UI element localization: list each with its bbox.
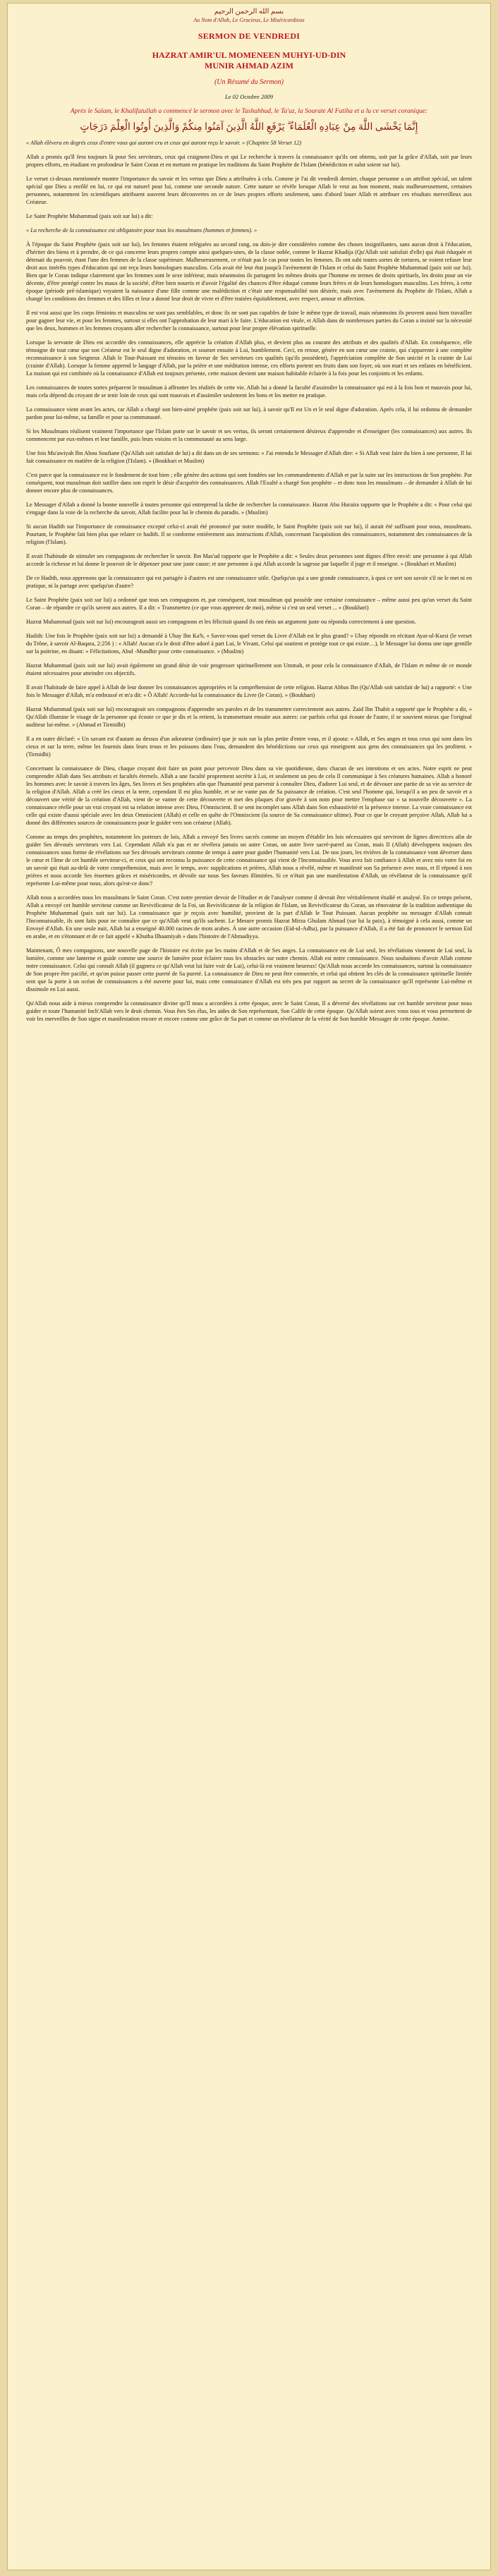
page-title [26,50,472,71]
paragraph: De ce Hadith, nous apprenons que la connaissance qui est partagée à d'autres est une connaissance utile. Quelqu'un qui a une grande connaissance, à quoi ce sert son savoir s'il ne le met ni en pratique, ni la partage avec quelqu'un d'autre? [26,575,472,589]
paragraph: Il a en outre déclaré: « Un savant est d'autant au dessus d'un adorateur (ordinaire) que je suis sur la plus petite d'entre vous, et il ajouta: « Allah, et Ses anges et tous ceux qui sont dans les cieux et sur la terre, même les fourmis dans leurs trous et les poissons dans l'eau, demandent des bénédictions sur ceux qui enseignent aux gens des connaissances qui les profitent. » (Tirmidhi) [26,736,472,758]
paragraph: Le Saint Prophète Muhammad (paix soit sur lui) a dit: [26,213,153,219]
paragraph: Allah nous a accordées nous les musulmans le Saint Coran. C'est notre premier devoir de l'étudier et de l'analyser comme il devrait être véritablement étudié et analysé. En ce temps présent, Allah a envoyé cet humble serviteur comme un Revivificateur de la Foi, un Revivificateur de la religion de l'Islam, un Revivificateur du Coran, un rénovateur de la tradition authentique du Prophète Muhammad (paix soit sur lui). La connaissance que je reçois avec humilité, provient de la part d'Allah le Tout Puissant. Aucun prophète ou messager d'Allah connait l'Inconnaissable, ils sont faits pour ne connaître que ce qu'Allah veut qu'ils sachent. Le Mesure promis Hazrat Mirza Ghulam Ahmad (sur lui la paix), à témoigné à cela aussi, comme un Envoyé d'Allah. En une seule nuit, Allah lui a enseigné 40.000 racines de mots arabes. À une autre occasion (Eid-ul-Adha), par la puissance d'Allah, il a été fait de prononcer le sermon Eid en arabe, et en s'étonnant et de ce fait appelé « Khutba Ilhaamiyah » dans l'histoire de l'Ahmadiyya. [26,894,472,940]
paragraph: « La recherche de la connaissance est obligatoire pour tous les musulmans (hommes et femmes). » [26,227,257,233]
paragraph: Les connaissances de toutes sortes préparent le musulman à affronter les réalités de cette vie. Allah lui a donné la faculté d'assimiler la connaissance qui est à la fois bon et mauvais pour lui, mais cela dépend du croyant de se tenir loin de ceux qui sont mauvais et d'assimiler seulement les bons et les mettre en pratique. [26,384,472,399]
paragraph: Hazrat Muhammad (paix soit sur lui) encourageait aussi ses compagnons et les félicitait quand ils ont émis un argument juste ou répondu correctement à une question. [26,619,416,625]
paragraph: Hazrat Muhammad (paix soit sur lui) encourageait ses compagnons d'apprendre ses paroles et de les transmettre correctement aux autres. Zaid Ibn Thabit a rapporté que le Prophète a dit, « Qu'Allah illumine le visage de la personne qui écoute ce que je dis et la retient, la transmettant ensuite aux autres: car parfois celui qui écoute de l'autre, il se souvient mieux que l'original auditeur lui-même. » (Ahmad et Tirmidhi) [26,706,472,728]
paragraph: « Allah élèvera en degrés ceux d'entre vous qui auront cru et ceux qui auront reçu le savoir. » (Chapitre 58 Verset 12) [26,140,302,146]
intro-text: Après le Salam, le Khalifatullah a commencé le sermon avec le Tashahhud, le Ta'uz, la Sourate Al Fatiha et a lu ce verset coranique: [70,108,428,115]
paragraph: Une fois Mu'awiyah Ibn Abou Soufiane (Qu'Allah soit satisfait de lui) a dit dans un de ses sermons: « J'ai entendu le Messager d'Allah dire: « Si Allah veut faire du bien à une personne, Il lui fait connaissance en matière de la religion (l'Islam). » (Boukhari et Muslim) [26,450,472,464]
title-line-2: MUNIR AHMAD AZIM [205,61,293,71]
arabic-verse: إِنَّمَا يَخْشَى اللَّهَ مِنْ عِبَادِهِ الْعُلَمَاءُ ۗ يَرْفَعِ اللَّهُ الَّذِينَ آمَنُوا مِنكُمْ وَالَّذِينَ أُوتُوا الْعِلْمَ دَرَجَاتٍ [80,122,418,133]
paragraph: Si aucun Hadith sur l'importance de connaissance excepté celui-ci avait été prononcé par notre modèle, le Saint Prophète (paix soit sur lui), il aurait été suffisant pour nous, musulmans. Pourtant, le Prophète fait bien plus que relater ce hadith. Il se conforme entièrement aux instructions d'Allah, concernant l'acquisition des connaissances, notamment des connaissances de la religion (l'Islam). [26,523,472,545]
paragraph: Concernant la connaissance de Dieu, chaque croyant doit faire un point pour percevoir Dieu dans sa vie quotidienne, dans chacun de ses intentions et ses actes. Notre esprit ne peut comprendre Allah dans Ses attributs et facultés éternels. Allah a une faculté proprement secrète à Lui, et seulement un peu de cela Il communique à Ses créatures humaines. Allah a honoré les hommes avec le savoir à travers les âges, Ses livres et Ses prophètes afin que l'humanité peut parvenir à connaître Dieu, d'adorer Lui seul, et de dévouer une partie de sa vie au service de la religion d'Allah. Allah a créé les cieux et la terre, cependant Il est plus humble, et se ne vante pas de Sa puissance de création. C'est seul l'homme qui, lorsqu'il a un peu de savoir et a découvert une vérité de la création d'Allah, vient de se vanter de cette découverte et met des plaques d'or gravée à son nom pour mettre l'emphase sur « sa nouvelle découverte ». La connaissance réelle pour un vrai croyant est sa relation intense avec Dieu, l'Omniscient. Il se sent incomplet sans Allah dans Son exhaustivité et la présence intense. La vraie connaissance est celle qui existe d'aussi spéciale avec les deux Omniscient (Allah) et celle en quête de l'Omniscient (la source de Sa connaissance ultime). Pour ce que le croyant perçoive Allah, Allah lui a donné des différentes sources de connaissances pour le guider vers son créateur (Allah). [26,765,472,826]
paragraph: Lorsque la servante de Dieu est accordée des connaissances, elle apprécie la création d'Allah plus, et devient plus au courant des attributs et des qualités d'Allah. En conséquence, elle témoigne de tout cœur que son Créateur est le seul digne d'adoration, et soumet ensuite à Lui, humblement. Ceci, en retour, génère en son cœur une crainte, qui s'apparente à une complète reconnaissance à son Seigneur. Allah le Tout-Puissant est témoins en faveur de Ses serviteurs ces qualités (qu'ils possèdent), l'appréciation complète de Son unicité et la crainte de Lui (crainte d'Allah). Lorsque la femme apprend le langage d'Allah, par la prière et une méditation intense, ces efforts portent ses fruits dans son foyer, où son mari et ses enfants en bénéficient. La maison qui est combinée où la connaissance d'Allah est toujours présente, cette maison devient une maison habitable éclairée à la fois pour les conjoints et les enfants. [26,339,472,377]
paragraph: C'est parce que la connaissance est le fondement de tout bien ; elle génère des actions qui sont fondées sur les commandements d'Allah et par la suite sur les instructions de Son prophète. Par conséquent, tout musulman doit sutiller dans son esprit le désir d'acquérir des connaissances. Allah l'Exalté a chargé Son prophète – et donc tous les musulmans – de demander à Allah de lui donner encore plus de connaissances. [26,472,472,494]
paragraph: Il avait l'habitude de faire appel à Allah de leur donner les connaissances appropriées et la compréhension de cette religion. Hazrat Abbas Ibn (Qu'Allah soit satisfait de lui) a rapporté: « Une fois le Messager d'Allah, m'a embrassé et m'a dit: « Ô Allah! Accorde-lui la connaissance du Livre (le Coran). » (Boukhari) [26,684,472,698]
paragraph: Maintenant, Ô mes compagnons, une nouvelle page de l'histoire est écrite par les mains d'Allah et de Ses anges. La connaissance est de Lui seul, les révélations viennent de Lui seul, la lumière, comme une lanterne et guide comme une source de lumière pour éclairer tous les obstacles sur notre chemin. Allah est notre connaissance. Nous souhaitons d'avoir Allah comme notre connaissance. Celui qui connaît Allah (il gagnera ce qu'Allah veut lui faire voir de Lui), celui-là est vraiment heureux! Qu'Allah nous accorde les connaissances, surtout la connaissance de Son propre être pacifié, et qu'on puisse passer cette pureté de Sa pureté. La connaissance de Dieu ne peut être connectée, et celui qui obtient les clés de la connaissance spirituelle limitée sent que la porte à un océan de connaissances a été ouverte pour lui, mais cette connaissance d'Allah est très peu par rapport au secret de la connaissance qu'Il représente Lui-même et dissimule en Lui aussi. [26,947,472,992]
sermon-body [26,139,472,1023]
bismillah-arabic: بسم الله الرحمن الرحيم [214,8,284,16]
paragraph: Hadith: Une fois le Prophète (paix soit sur lui) a demandé à Ubay Ibn Ka'b, « Savez-vous quel verset du Livre d'Allah est le plus grand? » Ubay répondit en récitant Ayat-ul-Kursi (le verset du Trône, à savoir Al-Baqara, 2:256 ) : « Allah! Aucun n'a le droit d'être adoré à part Lui, le Vivant, Celui qui soutient et protège tout ce qui existe…), le Messager lui donna une tape gentille sur la poitrine, en disant: « Félicitations, Abul -Mundhir pour cette connaissance. » (Muslim) [26,633,472,655]
title-line-1: HAZRAT AMIR'UL MOMENEEN MUHYI-UD-DIN [152,50,346,60]
paragraph: Il est vrai aussi que les corps féminins et masculins ne sont pas semblables, et donc ils ne sont pas capables de faire le même type de travail, mais néanmoins ils peuvent aussi bien travailler pour gagner leur vie, et pour les femmes, surtout si elles ont l'approbation de leur mari à le faire. L'éducation est vitale, et Allah dans de nombreuses parties du Coran a insisté sur la nécessité que les deux, hommes et les femmes croyants aller rechercher la connaissance, surtout pour leur propre élévation spirituelle. [26,310,472,332]
bismillah-french: Au Nom d'Allah, Le Gracieux, Le Miséricordieux [193,17,305,23]
paragraph: Hazrat Muhammad (paix soit sur lui) avait également un grand désir de voir progresser spirituellement son Ummah, et pour cela la connaissance d'Allah, de l'Islam et même de ce monde étaient nécessaires pour atteindre ces objectifs. [26,662,472,676]
sermon-label: SERMON DE VENDREDI [198,31,300,41]
sermon-date: Le 02 Octobre 2009 [225,93,273,100]
paragraph: Qu'Allah nous aide à mieux comprendre la connaissance divine qu'Il nous a accordées à cette époque, avec le Saint Coran, Il a déversé des révélations sur cet humble serviteur pour nous guider et toute l'humanité Inch'Allah vers le droit chemin. Vous êtes Ses élus, les aides de Son représentant, Son Calife de cette époque. Qu'Allah soient avec vous tous et vous permettent de voir les merveilles de Son signe et manifestation encore et encore comme une grâce de Sa part et comme un révélateur de la vérité de Son humble Messager de cette époque. Amine. [26,1000,472,1022]
paragraph: La connaissance vient avant les actes, car Allah a chargé son bien-aimé prophète (paix soit sur lui), à savoir qu'Il est Un et le seul digne d'adoration. Après cela, il lui ordonna de demander pardon pour lui-même, sa famille et pour sa communauté. [26,406,472,420]
paragraph: Le Messager d'Allah a donné la bonne nouvelle à toutes personne qui entreprend la tâche de rechercher la connaissance. Hazrat Abu Huraira rapporte que le Prophète a dit: « Pour celui qui s'engage dans la voie de la recherche du savoir, Allah facilite pour lui le chemin du paradis. » (Muslim) [26,502,472,516]
sermon-page [7,3,491,2570]
paragraph: Il avait l'habitude de stimuler ses compagnons de rechercher le savoir. Ibn Mas'ud rapporte que le Prophète a dit: « Seules deux personnes sont dignes d'être envié: une personne à qui Allah accorde la richesse et lui donne le pouvoir de le dépenser pour une juste cause; et une personne à qui Allah accorde la sagesse par laquelle il juge et il enseigne. » (Boukhari et Muslim) [26,553,472,567]
subtitle: (Un Résumé du Sermon) [214,78,284,86]
paragraph: Le Saint Prophète (paix soit sur lui) a ordonné que tous ses compagnons et, par conséquent, tout musulman qui possède une certaine connaissance – même aussi peu qu'un verset du Saint Coran – de répandre ce qu'ils savent aux autres. Il a dit: « Transmettez (ce que vous apprenez de moi), même si c'est un seul verset ... » (Boukhari) [26,597,472,611]
paragraph: Le verset ci-dessus mentionnée montre l'importance du savoir et les vertus que Dieu a attribuées à cela. Comme je l'ai dit vendredi dernier, chaque personne a un attribut spécial, un talent spécial que Dieu a enrôlé en lui, ce qui est naturel pour lui, comme une seconde nature. Cette nature se révèle lorsque Allah le veut au bon moment, mais malheureusement, certaines personnes, notamment les scientifiques attribuent souvent leurs découvertes en ce de leurs propres efforts seulement, sans d'abord louer Allah et attribuer ces résultats merveilleux aux Créateur. [26,176,472,205]
paragraph: Comme au temps des prophètes, notamment les porteurs de lois, Allah a envoyé Ses livres sacrés comme un moyen d'établir les lois nécessaires qui serviront de lignes directrices afin de guider Ses dévoués serviteurs vers Lui. Cependant Allah n'a pas et ne révélera jamais un autre Coran, un autre livre sacré-parrel au Coran, mais Il (Allah) développera toujours des connaissances sous forme de révélations sur Ses dévoués serviteurs comme de temps à autre pour guider l'humanité vers Lui. De nos jours, les rivières de la connaissance vont déverser dans le cœur et l'âme de cet humble serviteur-ci, et ceux qui ont reconnu la puissance de cette connaissance qui vient de l'Inconnaissable. Vous avez fait confiance à Allah et avez mis votre foi en un savoir qui était au-delà de votre compréhension, mais avec le temps, avec supplications et prières, Allah nous a révélé, même et manifesté son Sa présence avec nous, et Il répond à nos prières et nous accorde Ses énormes grâces et miséricordes, et dévoile sur nous Ses faveurs illimitées. Si ce n'était pas une manifestation d'Allah, un révélateur de la connaissance qu'il représente Lui-même pour nous, alors qu'est-ce donc? [26,834,472,887]
paragraph: Allah a promis qu'Il fera toujours là pour Ses serviteurs, ceux qui craignent-Dieu et qui Le recherche à travers la connaissance qu'ils ont obtenu, soit par la grâce d'Allah, soit par leurs propres efforts, en étudiant en profondeur le Saint Coran et en mettant en pratique les traditions du Saint Prophète de l'Islam (bénédiction et salut soient sur lui). [26,154,472,168]
paragraph: Si les Musulmans réalisent vraiment l'importance que l'Islam porte sur le savoir et ses vertus, ils seront certainement désireux d'apprendre et d'enseigner (les connaissances) aux autres. Ils commencent par eux-mêmes et leur famille, puis leurs voisins et la communauté au sens large. [26,428,472,442]
paragraph: À l'époque du Saint Prophète (paix soit sur lui), les femmes étaient reléguées au second rang, ou dois-je dire considérées comme des choses insignifiantes, sans aucun droit à l'éducation, d'hériter des biens et à prendre, de ce qui concerne leurs propres compte ainsi quelques-unes, de la classe noble, comme le Hazrat Khadija (Qu'Allah soit satisfait d'elle) qui était éduquée et détenait du pouvoir, étant l'une des femmes de la classe supérieure. Malheureusement, ce n'était pas le cas pour toutes les femmes. Ils ont subi toutes sortes de tortures, se voient refuser leur droit aux intérêts types d'éducation qui ont reçu leurs homologues masculins. Cela avait été leur état jusqu'à l'avènement de l'Islam et celui du Saint Prophète Muhammad (paix soit sur lui). Bien que le Coran indique clairement que les femmes sont le sexe inférieur, mais néanmoins ils partagent les mêmes droits que l'homme en termes de droits spirituels, les droits pour un vie décente, d'être protégé contre les maux de la société, d'être bien nourris et d'avoir l'égalité des chances d'être éduqué comme leurs frères et de leurs homologues masculins. Les frères, à cette époque (période pré-islamique) voyaient la naissance d'une fille comme une malédiction et c'était une responsabilité non désirée, mais avec l'avènement du Prophète de l'Islam, Allah a changé les conditions des femmes et des filles et leur a donné leur droit de vivre et d'être traitées équitablement, avec respect, amour et affection. [26,241,472,302]
